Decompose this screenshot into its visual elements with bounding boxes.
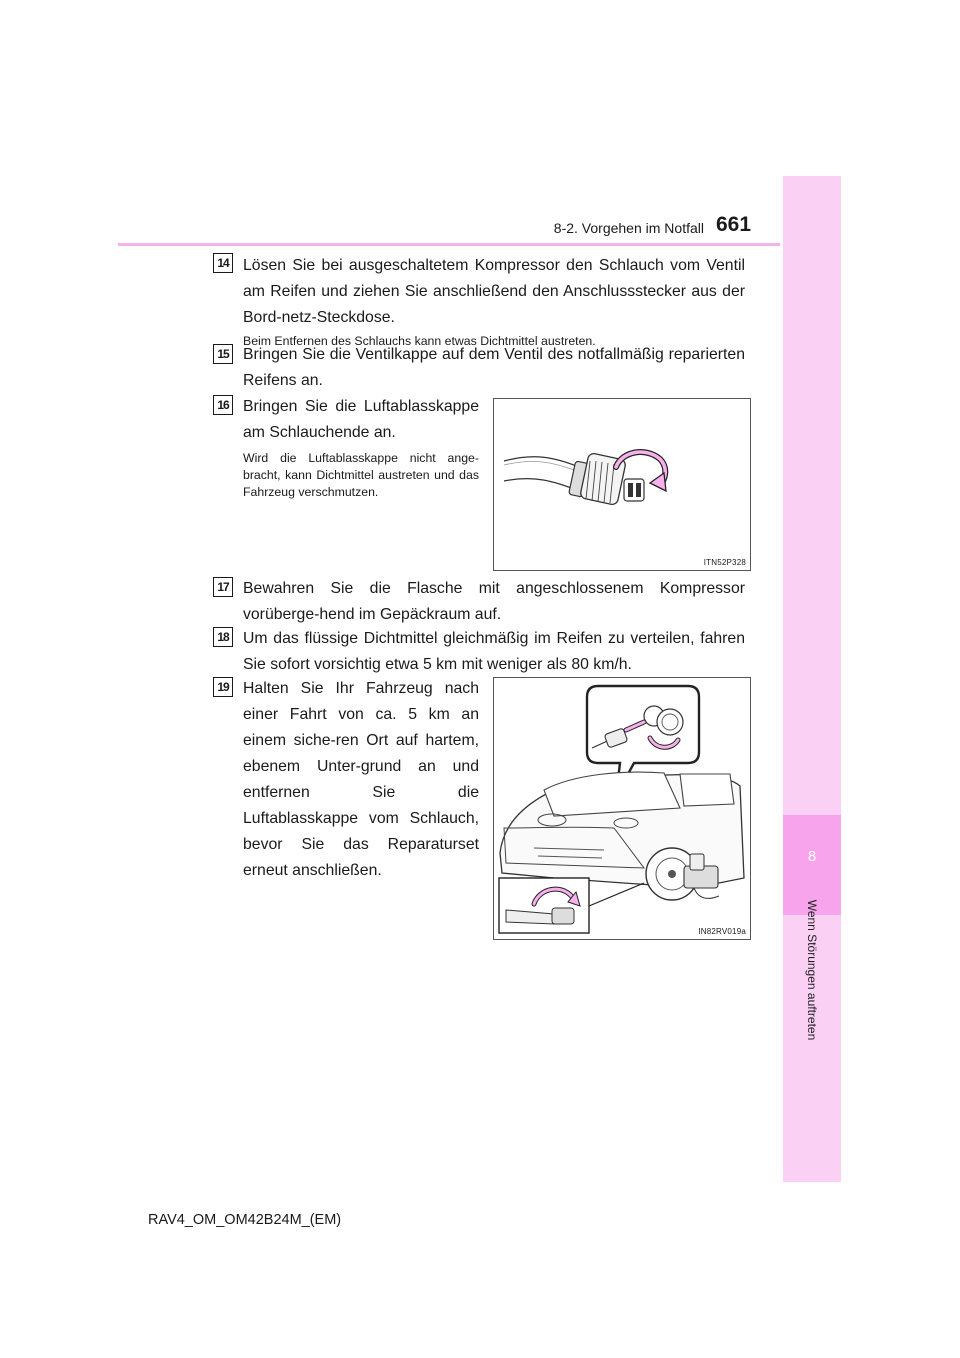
step-19-text: Halten Sie Ihr Fahrzeug nach einer Fahrt von ca. 5 km an einem siche-ren Ort auf hartem, ebenem Unter-grund an und entfernen Sie die Luftablasskappe vom Schlauch, bevor Sie das Reparaturset erneut anschließen. bbox=[243, 680, 479, 879]
hose-cap-illustration bbox=[494, 399, 750, 570]
figure-hose-cap bbox=[493, 398, 751, 571]
step-number-19: 19 bbox=[213, 677, 233, 697]
step-14-note: Beim Entfernen des Schlauchs kann etwas Dichtmittel austreten. bbox=[243, 334, 596, 348]
page-number: 661 bbox=[716, 213, 752, 236]
step-number-18: 18 bbox=[213, 627, 233, 647]
vehicle-illustration bbox=[494, 678, 750, 939]
step-16-text: Bringen Sie die Luftablasskappe am Schlauchende an. bbox=[243, 398, 479, 441]
step-16-note: Wird die Luftablasskappe nicht ange-bracht, kann Dichtmittel austreten und das Fahrzeug verschmutzen. bbox=[243, 451, 479, 499]
step-18-text: Um das flüssige Dichtmittel gleichmäßig im Reifen zu verteilen, fahren Sie sofort vorsichtig etwa 5 km mit weniger als 80 km/h. bbox=[243, 630, 745, 673]
step-number-16: 16 bbox=[213, 395, 233, 415]
chapter-title: Wenn Störungen auftreten bbox=[805, 899, 819, 1041]
section-title: 8-2. Vorgehen im Notfall bbox=[553, 220, 704, 236]
figure-code: IN82RV019a bbox=[698, 927, 746, 936]
figure-code: ITN52P328 bbox=[703, 558, 746, 567]
step-15-text: Bringen Sie die Ventilkappe auf dem Ventil des notfallmäßig reparierten Reifens an. bbox=[243, 346, 745, 389]
step-17-text: Bewahren Sie die Flasche mit angeschlossenem Kompressor vorüberge-hend im Gepäckraum auf. bbox=[243, 580, 745, 623]
step-number-14: 14 bbox=[213, 253, 233, 273]
step-14-text: Lösen Sie bei ausgeschaltetem Kompressor den Schlauch vom Ventil am Reifen und ziehen Sie anschließend den Anschlussstecker aus der Bord-netz-Steckdose. bbox=[243, 257, 745, 326]
figure-vehicle-repair-kit bbox=[493, 677, 751, 940]
chapter-number: 8 bbox=[807, 848, 817, 865]
step-number-17: 17 bbox=[213, 577, 233, 597]
step-number-15: 15 bbox=[213, 344, 233, 364]
document-code: RAV4_OM_OM42B24M_(EM) bbox=[148, 1212, 342, 1228]
header-divider bbox=[118, 243, 780, 246]
